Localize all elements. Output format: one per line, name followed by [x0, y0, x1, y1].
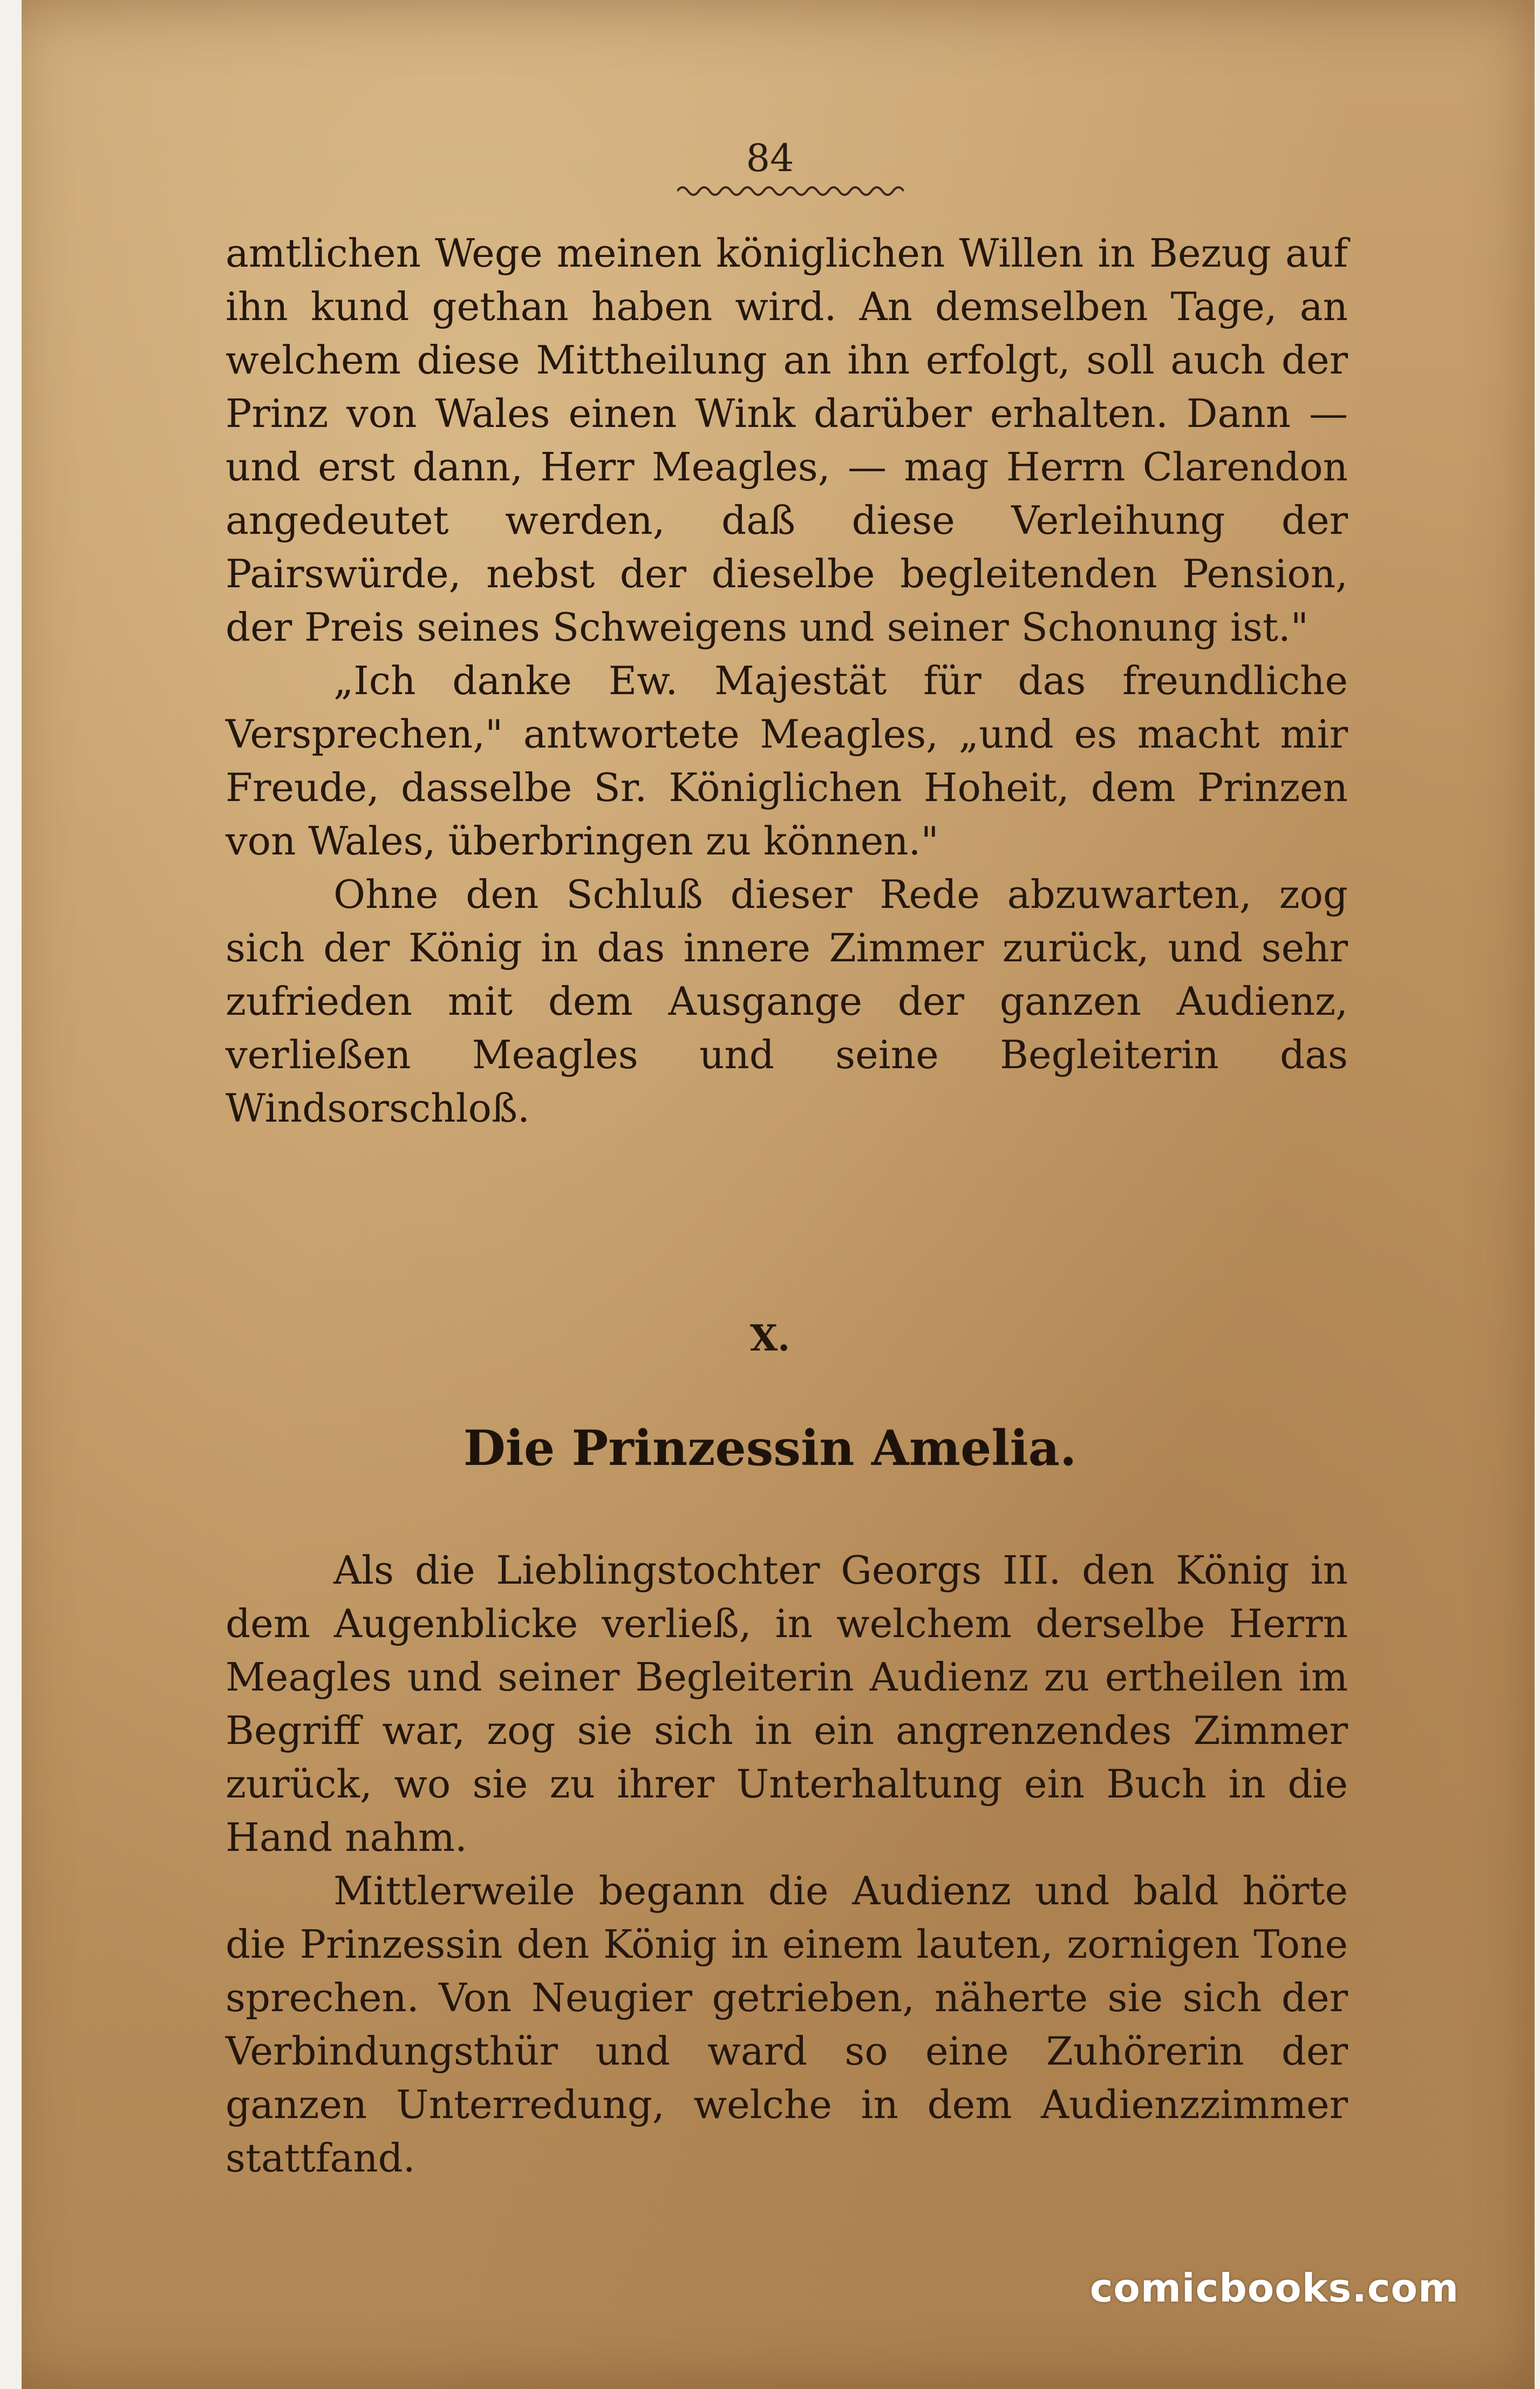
page-number-ornament [677, 178, 904, 200]
paragraph: Ohne den Schluß dieser Rede abzuwarten, zog sich der König in das innere Zimmer zurück, und sehr zufrieden mit dem Ausgange der ganzen Audienz, verließen Meagles und seine Begleiterin das Windsorschloß. [226, 872, 1348, 1131]
chapter-number: X. [749, 1317, 791, 1359]
watermark: comicbooks.com [1089, 2265, 1459, 2311]
chapter-title: Die Prinzessin Amelia. [463, 1420, 1077, 1477]
text-section-bottom [226, 1544, 1348, 2185]
paragraph: Als die Lieblingstochter Georgs III. den König in dem Augenblicke verließ, in welchem derselbe Herrn Meagles und seiner Begleiterin Audienz zu ertheilen im Begriff war, zog sie sich in ein angrenzendes Zimmer zurück, wo sie zu ihrer Unterhaltung ein Buch in die Hand nahm. [226, 1548, 1348, 1860]
page-number: 84 [746, 136, 794, 180]
paragraph: „Ich danke Ew. Majestät für das freundliche Versprechen," antwortete Meagles, „und es macht mir Freude, dasselbe Sr. Königlichen Hoheit, dem Prinzen von Wales, überbringen zu können." [226, 658, 1348, 864]
text-section-top [226, 227, 1348, 1135]
paragraph: Mittlerweile begann die Audienz und bald hörte die Prinzessin den König in einem lauten, zornigen Tone sprechen. Von Neugier getrieben, näherte sie sich der Verbindungsthür und ward so eine Zuhörerin der ganzen Unterredung, welche in dem Audienzzimmer stattfand. [226, 1868, 1348, 2181]
paragraph: amtlichen Wege meinen königlichen Willen in Bezug auf ihn kund gethan haben wird. An demselben Tage, an welchem diese Mittheilung an ihn erfolgt, soll auch der Prinz von Wales einen Wink darüber erhalten. Dann — und erst dann, Herr Meagles, — mag Herrn Clarendon angedeutet werden, daß diese Verleihung der Pairswürde, nebst der dieselbe begleitenden Pension, der Preis seines Schweigens und seiner Schonung ist." [226, 230, 1348, 650]
